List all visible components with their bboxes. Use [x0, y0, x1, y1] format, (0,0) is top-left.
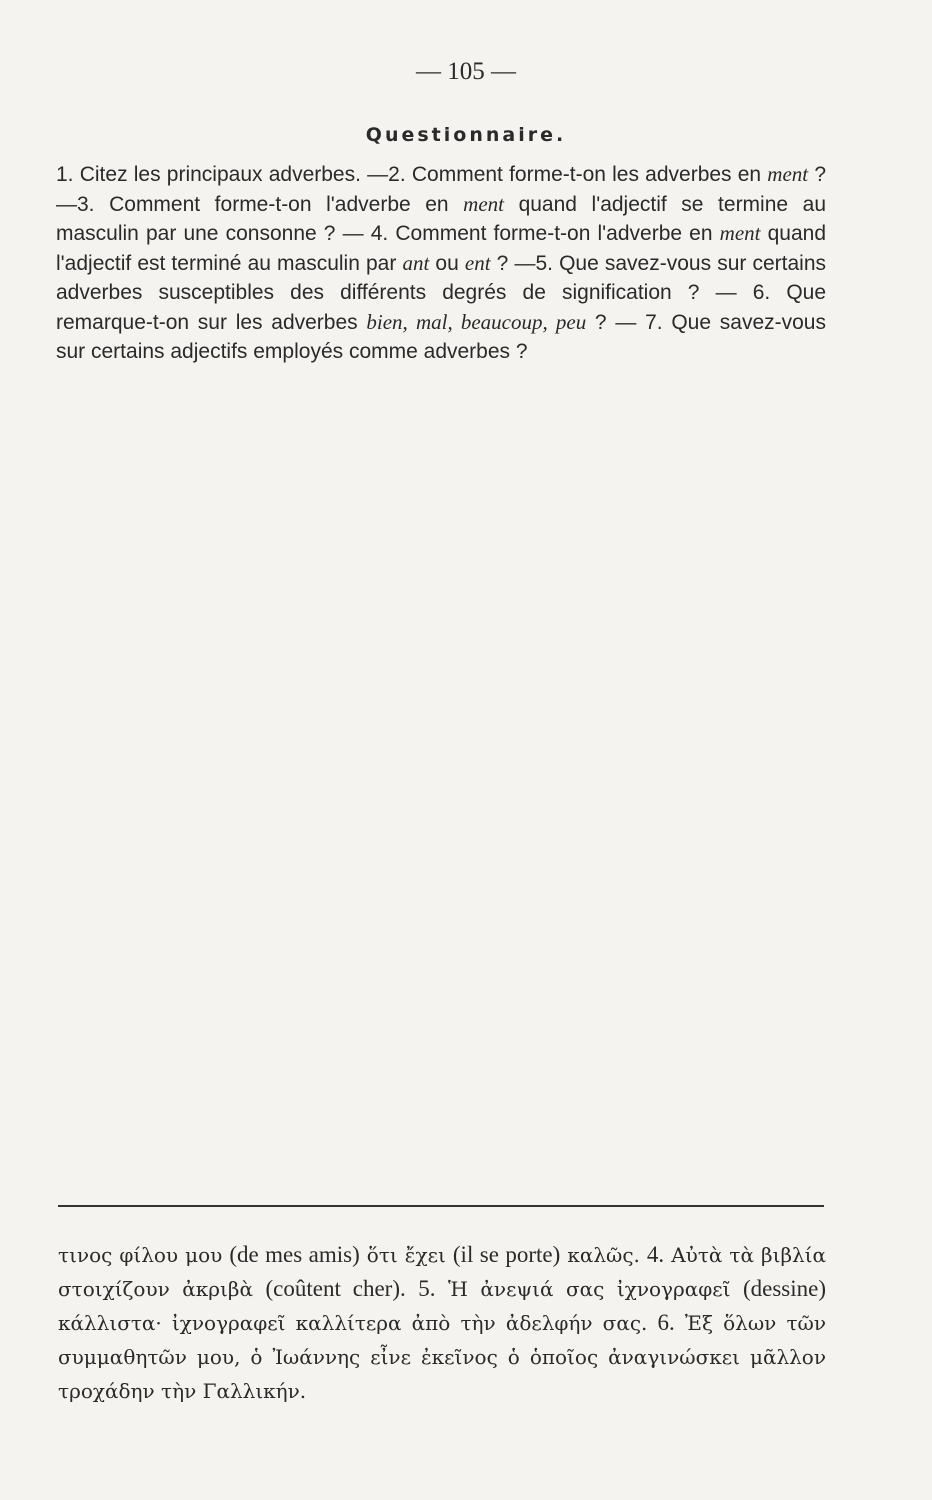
question-term: ment	[719, 221, 761, 245]
greek-exercise-text	[58, 1238, 826, 1408]
question-number: 1.	[56, 163, 80, 186]
french-gloss: 4.	[646, 1242, 665, 1267]
french-gloss: 6.	[657, 1310, 675, 1335]
french-gloss: (de mes amis)	[229, 1242, 360, 1267]
greek-text: τινος φίλου μου	[58, 1243, 230, 1267]
question-text: Comment forme-t-on l'adverbe en	[395, 222, 720, 245]
question-term: ant	[402, 250, 430, 275]
question-text: Que savez-vous sur certains adjectifs employés comme adverbes ?	[56, 310, 826, 363]
greek-text: ὅτι ἔχει	[359, 1243, 453, 1267]
question-text: Comment forme-t-on les adverbes en	[411, 163, 768, 186]
footnote-rule	[58, 1205, 824, 1207]
question-text: Que savez-vous sur certains adverbes susceptibles des différents degrés de signification ?	[56, 251, 827, 304]
french-gloss: (dessine)	[742, 1276, 827, 1301]
greek-text: Ἡ ἀνεψιά σας ἰχνογραφεῖ	[435, 1277, 743, 1301]
question-text: ?	[586, 310, 607, 334]
question-text: Comment forme-t-on l'adverbe en	[109, 192, 464, 216]
question-text: ?	[490, 251, 509, 275]
french-gloss: (coûtent cher).	[265, 1276, 406, 1301]
question-number: —3.	[56, 192, 110, 216]
french-gloss: (il se porte)	[452, 1242, 561, 1267]
question-text: Que remarque-t-on sur les adverbes	[56, 281, 827, 334]
question-number: —2.	[367, 163, 412, 186]
question-number: — 6.	[715, 281, 787, 304]
question-text: ou	[429, 251, 465, 275]
question-number: — 7.	[615, 310, 672, 334]
questionnaire-text	[56, 160, 826, 367]
question-item	[56, 163, 361, 186]
question-term: ment	[767, 162, 809, 186]
greek-text: Αὐτὰ τὰ βιβλία στοιχίζουν ἀκριβὰ	[58, 1243, 827, 1301]
greek-text: κάλλιστα· ἰχνογραφεῖ καλλίτερα ἀπὸ τὴν ἀδελφήν σας.	[58, 1311, 658, 1335]
greek-text: καλῶς.	[560, 1243, 647, 1267]
question-term: ent	[464, 250, 491, 275]
question-term: ment	[463, 191, 504, 216]
question-text: quand l'adjectif est terminé au masculin par	[56, 222, 826, 275]
question-text: quand l'adjectif se termine au masculin par une consonne ?	[56, 192, 826, 245]
greek-text	[406, 1277, 419, 1301]
question-text: ?	[808, 163, 826, 186]
question-item	[367, 163, 826, 186]
page-number: — 105 —	[416, 58, 516, 85]
question-text: Citez les principaux adverbes.	[79, 163, 361, 186]
question-number: —5.	[514, 251, 560, 275]
question-term: bien, mal, beaucoup, peu	[366, 309, 587, 334]
greek-text: Ἐξ ὅλων τῶν συμμαθητῶν μου, ὁ Ἰωάννης εἶνε ἐκεῖνος ὁ ὁποῖος ἀναγινώσκει μᾶλλον τροχάδην τὴν Γαλλικήν.	[58, 1311, 826, 1403]
french-gloss: 5.	[418, 1276, 436, 1301]
question-number: — 4.	[342, 222, 396, 245]
section-title: Questionnaire.	[365, 124, 567, 146]
